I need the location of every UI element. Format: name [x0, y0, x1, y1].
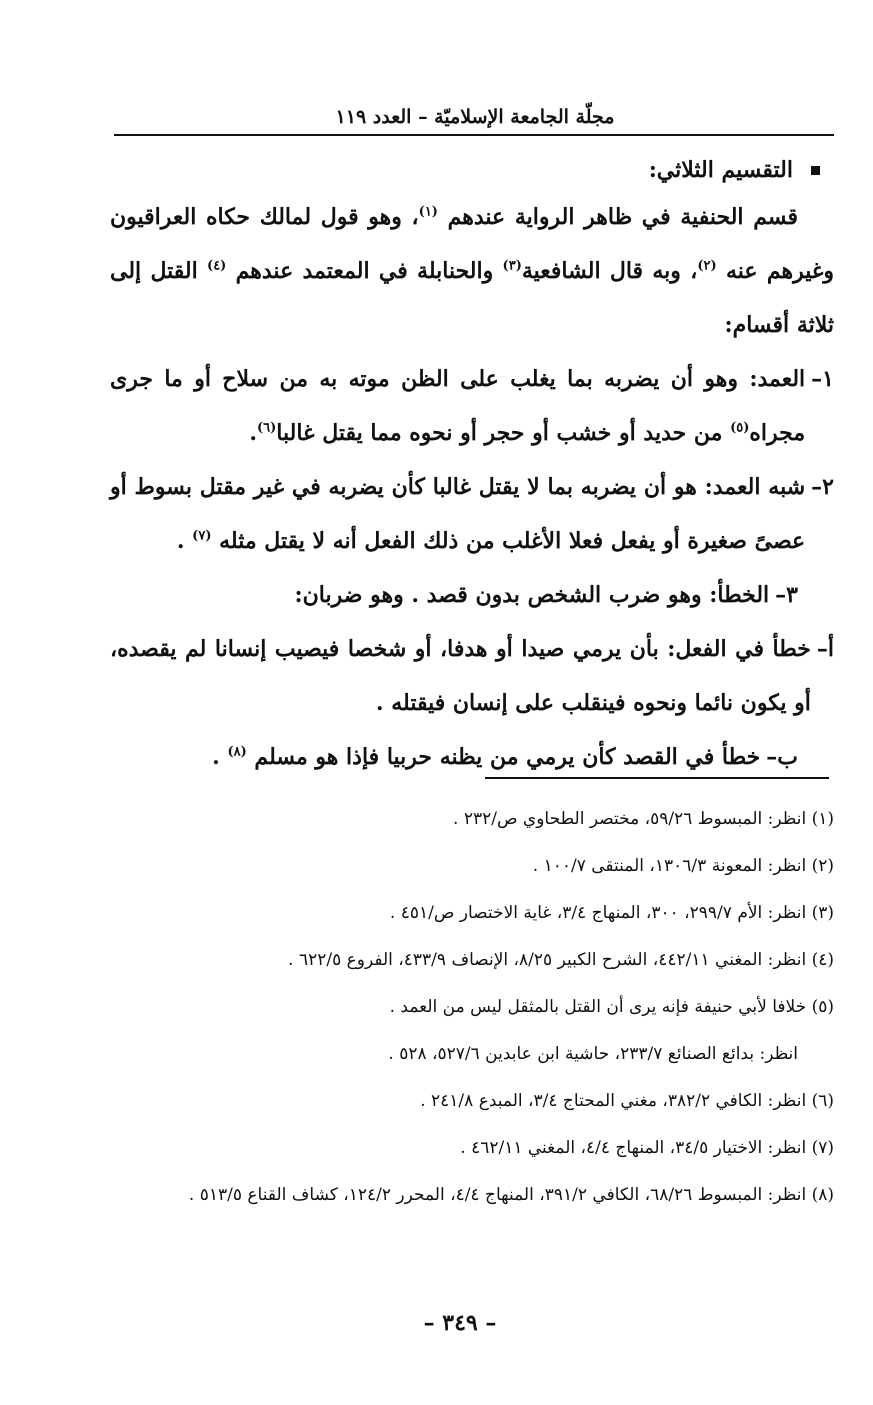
footnote-8: (٨) انظر: المبسوط ٦٨/٢٦، الكافي ٣٩١/٢، المنهاج ٤/٤، المحرر ١٢٤/٢، كشاف القناع ٥١٣/٥ .	[188, 1185, 834, 1205]
footnote-separator	[485, 777, 829, 779]
intro-text-1: قسم الحنفية في ظاهر الرواية عندهم	[437, 204, 798, 230]
intro-text-2: ، وهو قول لمالك حكاه العراقيون وغيرهم عنه	[110, 204, 834, 284]
footnote-ref-3[interactable]: (٣)	[502, 258, 522, 274]
sub-item-b-text	[110, 730, 760, 784]
footnotes	[120, 796, 834, 1219]
item-3-text: الخطأ: وهو ضرب الشخص بدون قصد . وهو ضربان:	[294, 582, 770, 608]
section-heading-text: التقسيم الثلاثي:	[648, 157, 793, 183]
footnote-ref-7[interactable]: (٧)	[192, 528, 212, 544]
intro-paragraph	[110, 190, 834, 352]
footnote-ref-1[interactable]: (١)	[418, 204, 438, 220]
footnote-ref-6[interactable]: (٦)	[257, 420, 277, 436]
item-2-text	[110, 460, 805, 568]
list-item-3	[110, 568, 834, 622]
square-bullet-icon	[811, 166, 820, 175]
footnote-2: (٢) انظر: المعونة ١٣٠٦/٣، المنتقى ١٠٠/٧ .	[532, 856, 834, 876]
footnote-5: (٥) خلافا لأبي حنيفة فإنه يرى أن القتل بالمثقل ليس من العمد .	[389, 997, 834, 1017]
sub-item-a-text: خطأ في الفعل: بأن يرمي صيدا أو هدفا، أو شخصا فيصيب إنسانا لم يقصده، أو يكون نائما ونحوه فينقلب على إنسان فيقتله .	[110, 636, 811, 716]
sub-item-a-marker: أ–	[816, 636, 834, 662]
footnote-3: (٣) انظر: الأم ٢٩٩/٧، ٣٠٠، المنهاج ٣/٤، غاية الاختصار ص/٤٥١ .	[389, 903, 834, 923]
item-2-text-2: .	[176, 528, 193, 554]
running-header: مجلّة الجامعة الإسلاميّة – العدد ١١٩	[335, 106, 615, 128]
footnote-ref-4[interactable]: (٤)	[207, 258, 227, 274]
footnote-ref-5[interactable]: (٥)	[730, 420, 750, 436]
sub-item-b-text-1: خطأ في القصد كأن يرمي من يظنه حربيا فإذا هو مسلم	[246, 744, 761, 770]
sub-item-a	[110, 622, 834, 730]
footnote-4: (٤) انظر: المغني ٤٤٢/١١، الشرح الكبير ٨/٢٥، الإنصاف ٤٣٣/٩، الفروع ٦٢٢/٥ .	[288, 950, 834, 970]
list-item-2	[110, 460, 834, 568]
item-1-marker: ١–	[811, 366, 834, 392]
list-item-1	[110, 352, 834, 460]
intro-text-3: ، وبه قال الشافعية	[521, 258, 698, 284]
item-1-text-2: من حديد أو خشب أو حجر أو نحوه مما يقتل غالبا	[276, 420, 731, 446]
footnote-ref-8[interactable]: (٨)	[227, 744, 247, 760]
section-heading	[110, 150, 834, 190]
item-1-text-3: .	[249, 420, 257, 446]
item-3-marker: ٣–	[775, 582, 798, 608]
footnote-5-continued: انظر: بدائع الصنائع ٢٣٣/٧، حاشية ابن عابدين ٥٢٧/٦، ٥٢٨ .	[388, 1044, 798, 1064]
intro-text-4: والحنابلة في المعتمد عندهم	[226, 258, 503, 284]
footnote-6: (٦) انظر: الكافي ٣٨٢/٢، مغني المحتاج ٣/٤، المبدع ٢٤١/٨ .	[420, 1091, 834, 1111]
intro-text-5: القتل إلى ثلاثة أقسام:	[110, 258, 834, 338]
sub-item-b-marker: ب–	[766, 744, 798, 770]
main-text	[110, 150, 834, 784]
header-rule	[114, 134, 834, 136]
sub-item-b-text-2: .	[212, 744, 228, 770]
item-1-text	[110, 352, 805, 460]
item-2-marker: ٢–	[811, 474, 834, 500]
footnote-7: (٧) انظر: الاختيار ٣٤/٥، المنهاج ٤/٤، المغني ٤٦٢/١١ .	[460, 1138, 834, 1158]
sub-item-b	[110, 730, 834, 784]
item-1-text-1: العمد: وهو أن يضربه بما يغلب على الظن موته به من سلاح أو ما جرى مجراه	[110, 366, 806, 446]
page-number: – ٣٤٩ –	[423, 1310, 497, 1336]
item-2-text-1: شبه العمد: هو أن يضربه بما لا يقتل غالبا كأن يضربه في غير مقتل بسوط أو عصىً صغيرة أو يفعل فعلا الأغلب من ذلك الفعل أنه لا يقتل مثله	[110, 474, 806, 554]
footnote-ref-2[interactable]: (٢)	[697, 258, 717, 274]
footnote-1: (١) انظر: المبسوط ٥٩/٢٦، مختصر الطحاوي ص/٢٣٢ .	[453, 809, 834, 829]
